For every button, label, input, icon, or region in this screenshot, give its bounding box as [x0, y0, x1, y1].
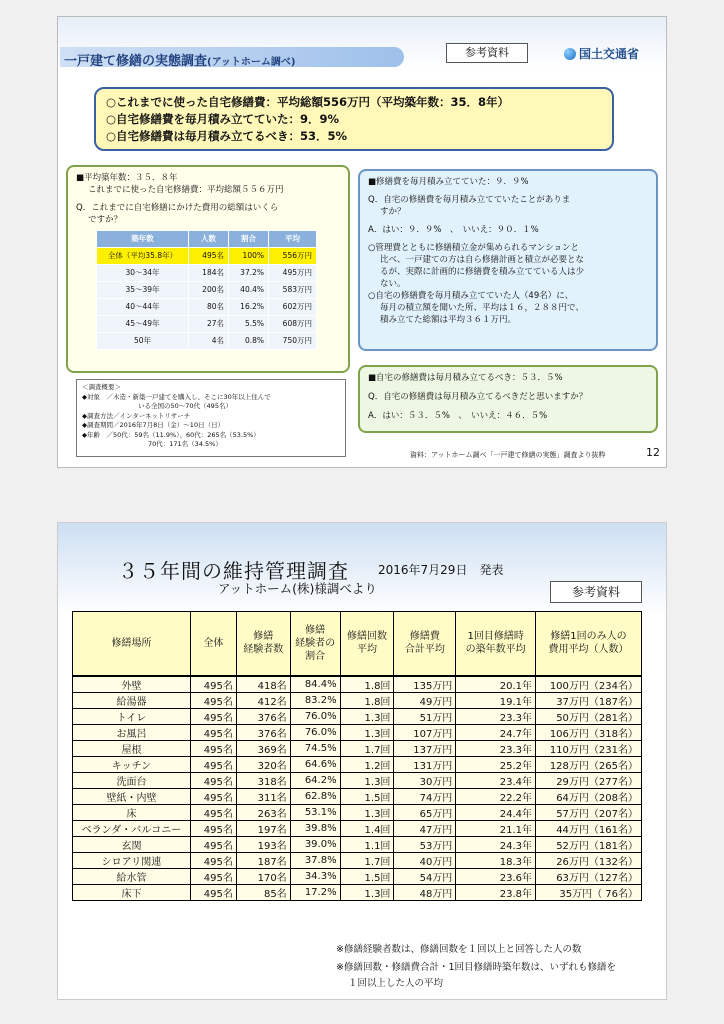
- slide-2: [57, 522, 667, 1000]
- table-cell: 376名: [236, 724, 290, 740]
- panel-heading: ■平均築年数：３５．８年: [76, 173, 178, 183]
- table-header-row: [97, 231, 317, 248]
- table-row: [73, 852, 642, 868]
- table-cell: 418名: [236, 676, 290, 693]
- table-cell: 洗面台: [73, 772, 191, 788]
- column-header: 修繕 経験者の 割合: [290, 612, 340, 676]
- slide-2-subtitle: アットホーム(株)様調べより: [218, 581, 377, 596]
- table-cell: 1.5回: [340, 868, 394, 884]
- table-cell: 屋根: [73, 740, 191, 756]
- table-cell: 壁紙・内壁: [73, 788, 191, 804]
- table-cell: キッチン: [73, 756, 191, 772]
- table-cell: 369名: [236, 740, 290, 756]
- table-row: [73, 740, 642, 756]
- table-cell: 131万円: [394, 756, 456, 772]
- overview-title: ＜調査概要＞: [82, 383, 121, 391]
- table-cell: 84.4%: [290, 676, 340, 693]
- table-cell: 39.0%: [290, 836, 340, 852]
- table-cell: 318名: [236, 772, 290, 788]
- mlit-logo-icon: [564, 48, 576, 60]
- table-cell: 128万円（265名）: [536, 756, 642, 772]
- note-text: ○管理費とともに修繕積立金が集められるマンションと: [368, 243, 580, 253]
- table-cell: 床下: [73, 884, 191, 900]
- table-cell: 1.2回: [340, 756, 394, 772]
- question-text: Q．これまでに自宅修繕にかけた費用の総額はいくら: [76, 203, 279, 213]
- overview-line: ◆調査期間／2016年7月8日（金）～10日（日）: [82, 421, 225, 429]
- table-cell: 1.7回: [340, 740, 394, 756]
- ministry-name: 国土交通省: [564, 45, 639, 62]
- table-cell: 100%: [229, 248, 269, 265]
- table-cell: 495名: [190, 836, 236, 852]
- column-header: 割合: [229, 231, 269, 248]
- table-cell: 76.0%: [290, 724, 340, 740]
- table-cell: 30～34年: [97, 265, 189, 282]
- table-cell: 23.3年: [456, 708, 536, 724]
- table-cell: 602万円: [269, 299, 317, 316]
- table-cell: 23.6年: [456, 868, 536, 884]
- note-text: 積み立てた総額は平均３６１万円。: [380, 315, 517, 325]
- column-header: 全体: [190, 612, 236, 676]
- slide-1: [57, 16, 667, 468]
- maintenance-table: [72, 611, 642, 901]
- table-cell: 750万円: [269, 333, 317, 350]
- table-cell: 45～49年: [97, 316, 189, 333]
- table-cell: 107万円: [394, 724, 456, 740]
- table-cell: 495名: [190, 788, 236, 804]
- question-text: ですか？: [88, 215, 123, 225]
- table-cell: 376名: [236, 708, 290, 724]
- table-cell: 53万円: [394, 836, 456, 852]
- table-cell: 37.8%: [290, 852, 340, 868]
- table-cell: 26万円（132名）: [536, 852, 642, 868]
- table-cell: 170名: [236, 868, 290, 884]
- table-cell: 495名: [190, 852, 236, 868]
- table-cell: 37.2%: [229, 265, 269, 282]
- summary-line: ○これまでに使った自宅修繕費：平均総額556万円（平均築年数：35．8年）: [106, 95, 510, 109]
- table-cell: 49万円: [394, 692, 456, 708]
- table-cell: 25.2年: [456, 756, 536, 772]
- age-cost-table: [96, 230, 317, 350]
- table-cell: 64.6%: [290, 756, 340, 772]
- table-cell: 52万円（181名）: [536, 836, 642, 852]
- overview-line: ◆対象 ／木造・新築一戸建てを購入し、そこに30年以上住んで: [82, 392, 271, 401]
- table-cell: 495名: [190, 740, 236, 756]
- note-text: ない。: [380, 279, 406, 289]
- table-cell: 1.1回: [340, 836, 394, 852]
- table-cell: 19.1年: [456, 692, 536, 708]
- table-cell: 495名: [190, 676, 236, 693]
- table-row: [73, 708, 642, 724]
- table-cell: 51万円: [394, 708, 456, 724]
- table-cell: 47万円: [394, 820, 456, 836]
- table-cell: 495名: [190, 772, 236, 788]
- note-text: ○自宅の修繕費を毎月積み立てていた人（49名）に、: [368, 291, 574, 301]
- table-cell: 1.3回: [340, 772, 394, 788]
- table-cell: 184名: [189, 265, 229, 282]
- footnote: １回以上した人の平均: [348, 978, 444, 989]
- answer-text: A．はい：５３．５% 、 いいえ：４６．５%: [368, 411, 548, 421]
- overview-line: ◆年齢 ／50代：59名（11.9%）、60代：265名（53.5%）: [82, 430, 260, 439]
- table-cell: 137万円: [394, 740, 456, 756]
- table-cell: 412名: [236, 692, 290, 708]
- table-header-row: [73, 612, 642, 676]
- monthly-saving-panel: [358, 169, 658, 351]
- summary-box: [94, 87, 614, 151]
- question-text: Q．自宅の修繕費は毎月積み立てるべきだと思いますか？: [368, 392, 588, 402]
- table-cell: 34.3%: [290, 868, 340, 884]
- building-age-panel: [66, 165, 350, 373]
- table-row: [73, 756, 642, 772]
- table-cell: 495名: [190, 708, 236, 724]
- table-row: [73, 772, 642, 788]
- table-cell: 106万円（318名）: [536, 724, 642, 740]
- answer-text: A．はい：９．９% 、 いいえ：９０．１%: [368, 225, 539, 235]
- table-cell: 1.8回: [340, 692, 394, 708]
- table-cell: 50万円（281名）: [536, 708, 642, 724]
- table-row: [97, 333, 317, 350]
- column-header: 修繕1回のみ人の 費用平均（人数）: [536, 612, 642, 676]
- table-cell: 187名: [236, 852, 290, 868]
- table-cell: 85名: [236, 884, 290, 900]
- table-cell: 全体（平均35.8年）: [97, 248, 189, 265]
- table-cell: 1.3回: [340, 804, 394, 820]
- table-cell: 583万円: [269, 282, 317, 299]
- table-cell: 24.4年: [456, 804, 536, 820]
- table-row: [73, 868, 642, 884]
- table-cell: 玄関: [73, 836, 191, 852]
- should-save-panel: [358, 365, 658, 433]
- note-text: るが、実際に計画的に修繕費を積み立てている人は少: [380, 267, 585, 277]
- table-cell: 1.7回: [340, 852, 394, 868]
- page-number: 12: [646, 446, 660, 459]
- table-cell: 495万円: [269, 265, 317, 282]
- table-cell: 1.3回: [340, 724, 394, 740]
- column-header: 1回目修繕時 の築年数平均: [456, 612, 536, 676]
- table-cell: 608万円: [269, 316, 317, 333]
- table-cell: 193名: [236, 836, 290, 852]
- slide-1-title: 一戸建て修繕の実態調査(アットホーム調べ): [64, 54, 296, 69]
- table-cell: 0.8%: [229, 333, 269, 350]
- table-row: [73, 788, 642, 804]
- table-cell: 35～39年: [97, 282, 189, 299]
- column-header: 平均: [269, 231, 317, 248]
- table-row: [73, 836, 642, 852]
- survey-overview: [76, 379, 346, 457]
- table-cell: 495名: [190, 868, 236, 884]
- table-cell: 495名: [190, 804, 236, 820]
- table-cell: 23.8年: [456, 884, 536, 900]
- table-cell: 311名: [236, 788, 290, 804]
- note-text: 比べ、一戸建ての方は自ら修繕計画と積立が必要とな: [380, 255, 585, 265]
- table-cell: 24.7年: [456, 724, 536, 740]
- question-text: すか？: [380, 207, 406, 217]
- table-cell: ベランダ・バルコニー: [73, 820, 191, 836]
- table-cell: 40万円: [394, 852, 456, 868]
- summary-line: ○自宅修繕費は毎月積み立てるべき：53．5%: [106, 129, 348, 143]
- table-cell: 57万円（207名）: [536, 804, 642, 820]
- table-cell: 1.4回: [340, 820, 394, 836]
- column-header: 修繕 経験者数: [236, 612, 290, 676]
- table-cell: 197名: [236, 820, 290, 836]
- table-cell: 27名: [189, 316, 229, 333]
- table-cell: 1.5回: [340, 788, 394, 804]
- table-cell: 495名: [190, 756, 236, 772]
- table-cell: 263名: [236, 804, 290, 820]
- table-cell: 48万円: [394, 884, 456, 900]
- table-cell: お風呂: [73, 724, 191, 740]
- table-cell: 64.2%: [290, 772, 340, 788]
- table-cell: 40.4%: [229, 282, 269, 299]
- table-cell: 39.8%: [290, 820, 340, 836]
- table-cell: 1.8回: [340, 676, 394, 693]
- table-row: [73, 804, 642, 820]
- slide-2-title: ３５年間の維持管理調査: [118, 559, 349, 583]
- source-note: 資料：アットホーム調べ「一戸建て修繕の実態」調査より抜粋: [410, 451, 606, 459]
- table-cell: トイレ: [73, 708, 191, 724]
- reference-label: 参考資料: [446, 43, 528, 63]
- overview-line: いる全国の50～70代（495名）: [138, 402, 232, 410]
- table-cell: 給湯器: [73, 692, 191, 708]
- table-cell: 37万円（187名）: [536, 692, 642, 708]
- table-cell: 1.3回: [340, 884, 394, 900]
- table-cell: 30万円: [394, 772, 456, 788]
- table-cell: 17.2%: [290, 884, 340, 900]
- overview-line: 70代：171名（34.5%）: [148, 440, 222, 448]
- column-header: 築年数: [97, 231, 189, 248]
- table-cell: 320名: [236, 756, 290, 772]
- table-row: [73, 692, 642, 708]
- table-cell: シロアリ関連: [73, 852, 191, 868]
- table-row: [97, 282, 317, 299]
- summary-line: ○自宅修繕費を毎月積み立てていた：9．9%: [106, 112, 340, 126]
- table-cell: 100万円（234名）: [536, 676, 642, 693]
- table-row: [73, 884, 642, 900]
- panel-heading: ■自宅の修繕費は毎月積み立てるべき：５３．５%: [368, 373, 563, 383]
- table-cell: 23.4年: [456, 772, 536, 788]
- table-row: [97, 316, 317, 333]
- table-cell: 556万円: [269, 248, 317, 265]
- panel-text: これまでに使った自宅修繕費：平均総額５５６万円: [88, 185, 284, 195]
- table-cell: 23.3年: [456, 740, 536, 756]
- table-cell: 29万円（277名）: [536, 772, 642, 788]
- table-cell: 495名: [189, 248, 229, 265]
- table-cell: 54万円: [394, 868, 456, 884]
- table-cell: 495名: [190, 724, 236, 740]
- table-cell: 495名: [190, 820, 236, 836]
- table-cell: 給水管: [73, 868, 191, 884]
- table-cell: 495名: [190, 692, 236, 708]
- table-row: [97, 248, 317, 265]
- table-cell: 65万円: [394, 804, 456, 820]
- table-row: [73, 820, 642, 836]
- table-cell: 16.2%: [229, 299, 269, 316]
- table-cell: 80名: [189, 299, 229, 316]
- table-cell: 外壁: [73, 676, 191, 693]
- table-cell: 22.2年: [456, 788, 536, 804]
- table-row: [97, 265, 317, 282]
- table-cell: 床: [73, 804, 191, 820]
- table-cell: 74万円: [394, 788, 456, 804]
- column-header: 人数: [189, 231, 229, 248]
- column-header: 修繕費 合計平均: [394, 612, 456, 676]
- table-cell: 44万円（161名）: [536, 820, 642, 836]
- column-header: 修繕回数 平均: [340, 612, 394, 676]
- table-cell: 24.3年: [456, 836, 536, 852]
- reference-label: 参考資料: [550, 581, 642, 603]
- footnote: ※修繕経験者数は、修繕回数を１回以上と回答した人の数: [336, 944, 582, 955]
- footnote: ※修繕回数・修繕費合計・1回目修繕時築年数は、いずれも修繕を: [336, 962, 617, 973]
- table-cell: 5.5%: [229, 316, 269, 333]
- table-cell: 35万円（ 76名）: [536, 884, 642, 900]
- table-cell: 135万円: [394, 676, 456, 693]
- table-row: [73, 676, 642, 693]
- table-cell: 74.5%: [290, 740, 340, 756]
- table-cell: 200名: [189, 282, 229, 299]
- table-cell: 40～44年: [97, 299, 189, 316]
- table-cell: 21.1年: [456, 820, 536, 836]
- table-cell: 495名: [190, 884, 236, 900]
- table-cell: 76.0%: [290, 708, 340, 724]
- column-header: 修繕場所: [73, 612, 191, 676]
- table-cell: 20.1年: [456, 676, 536, 693]
- table-cell: 1.3回: [340, 708, 394, 724]
- table-row: [97, 299, 317, 316]
- publish-date: 2016年7月29日 発表: [378, 563, 504, 577]
- table-cell: 62.8%: [290, 788, 340, 804]
- table-cell: 64万円（208名）: [536, 788, 642, 804]
- question-text: Q．自宅の修繕費を毎月積み立てていたことがありま: [368, 195, 571, 205]
- overview-line: ◆調査方法／インターネットリサーチ: [82, 411, 191, 420]
- table-row: [73, 724, 642, 740]
- table-cell: 50年: [97, 333, 189, 350]
- table-cell: 4名: [189, 333, 229, 350]
- table-cell: 110万円（231名）: [536, 740, 642, 756]
- table-cell: 18.3年: [456, 852, 536, 868]
- note-text: 毎月の積立額を聞いた所、平均は１６，２８８円で、: [380, 303, 584, 313]
- panel-heading: ■修繕費を毎月積み立てていた：９．９%: [368, 177, 529, 187]
- table-cell: 53.1%: [290, 804, 340, 820]
- table-cell: 63万円（127名）: [536, 868, 642, 884]
- table-cell: 83.2%: [290, 692, 340, 708]
